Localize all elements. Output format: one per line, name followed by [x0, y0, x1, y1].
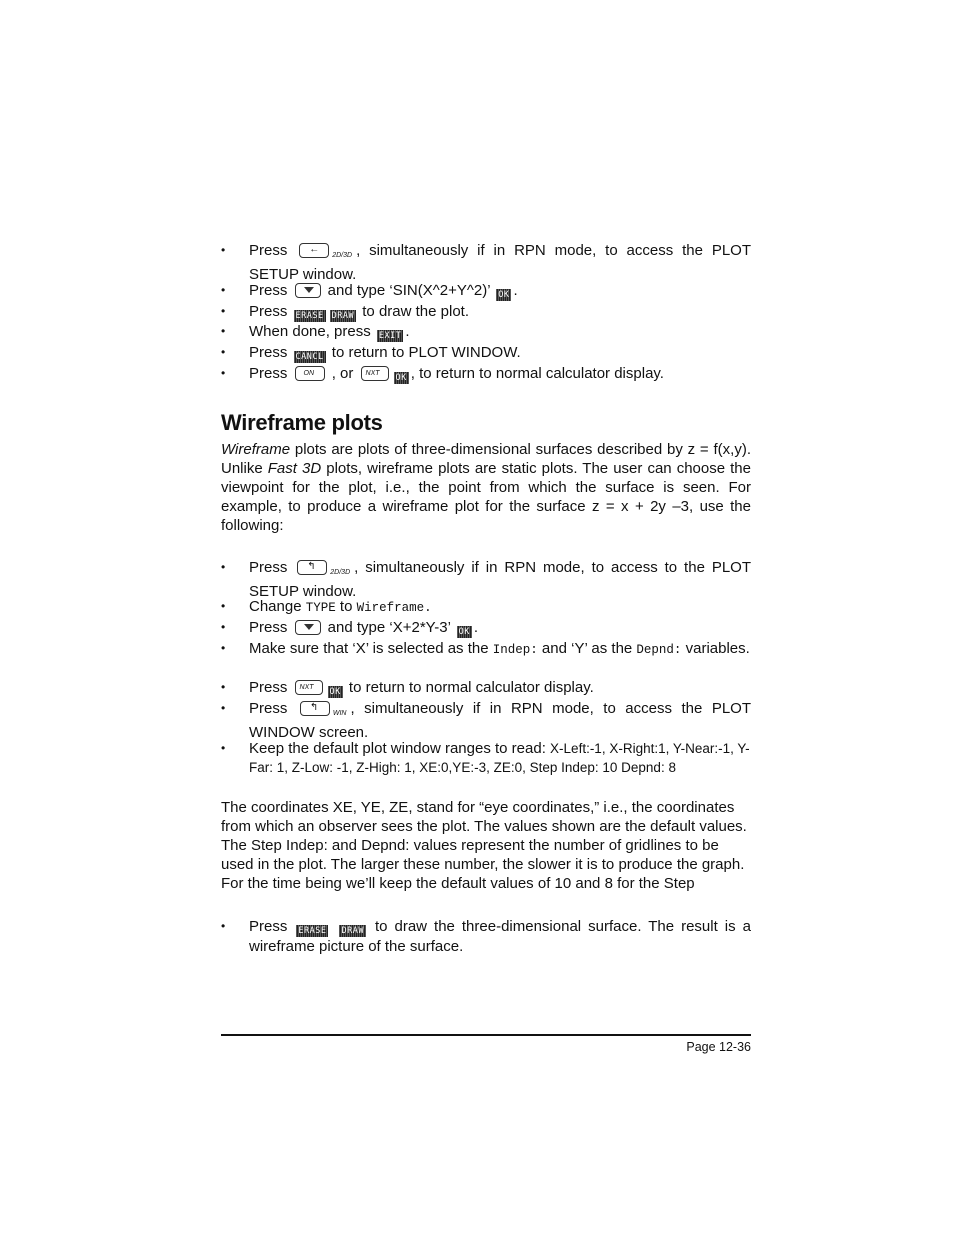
left-shift-key-icon — [299, 243, 329, 258]
bullet-text — [249, 678, 751, 698]
bullet-text — [249, 343, 751, 363]
page-number: Page 12-36 — [686, 1040, 751, 1054]
text: and type ‘X+2*Y-3’ — [323, 619, 451, 636]
text: Press — [249, 303, 288, 320]
nxt-key-icon — [361, 366, 389, 381]
text: to — [335, 598, 357, 615]
bullet-dot: • — [221, 599, 226, 613]
text: Change — [249, 598, 302, 615]
bullet-dot: • — [221, 919, 226, 933]
code: Depnd: — [636, 643, 682, 657]
left-shift-key-icon — [297, 560, 327, 575]
key-symbol: ↰ — [307, 561, 316, 572]
key-label: NXT — [299, 684, 314, 691]
on-key-icon — [295, 366, 325, 381]
text: . — [405, 323, 410, 340]
text: to return to PLOT WINDOW. — [327, 344, 521, 361]
bullet-text — [249, 597, 751, 618]
key-sublabel: 2D/3D — [330, 569, 351, 576]
text: When done, press — [249, 323, 371, 340]
text: variables. — [681, 640, 750, 657]
text: , simultaneously if in RPN mode, to access to the PLOT SETUP window. — [249, 559, 752, 600]
softkey-draw: DRAW — [341, 926, 364, 936]
emphasis: Wireframe — [221, 441, 291, 458]
text: Press — [249, 242, 288, 259]
text: , to return to normal calculator display. — [410, 365, 664, 382]
nxt-key-icon — [295, 680, 323, 695]
text: Press — [249, 282, 288, 299]
softkey-ok: OK — [498, 290, 510, 300]
text: Keep the default plot window ranges to read: — [249, 740, 551, 757]
code: TYPE — [305, 601, 336, 615]
text: and type ‘SIN(X^2+Y^2)’ — [323, 282, 491, 299]
key-label: NXT — [365, 370, 380, 377]
text: , simultaneously if in RPN mode, to access the PLOT SETUP window. — [249, 242, 751, 283]
bullet-text — [249, 639, 751, 660]
text: Press — [249, 619, 288, 636]
text: Press — [249, 344, 288, 361]
bullet-dot: • — [221, 366, 226, 380]
down-arrow-key-icon — [295, 620, 321, 635]
bullet-text — [249, 699, 751, 742]
code: Indep: — [492, 643, 538, 657]
text: plots, wireframe plots are static plots. The user can choose the viewpoint for the plot, i.e., the point from which the surface is seen. For example, to produce a wireframe plot for the surface z = x + 2y –3, use the following: — [221, 460, 751, 534]
key-sublabel: WIN — [332, 710, 347, 717]
bullet-dot: • — [221, 741, 226, 755]
bullet-dot: • — [221, 680, 226, 694]
bullet-dot: • — [221, 560, 226, 574]
bullet-text — [249, 558, 751, 601]
text: Press — [249, 679, 288, 696]
bullet-text — [249, 364, 751, 384]
softkey-cancl: CANCL — [295, 352, 324, 362]
code: Wireframe. — [356, 601, 432, 615]
bullet-text — [249, 322, 751, 342]
softkey-draw: DRAW — [331, 311, 355, 321]
text: plots are plots of three-dimensional surfaces described by z = f(x,y). Unlike — [221, 441, 751, 477]
down-arrow-key-icon — [295, 283, 321, 298]
text: and ‘Y’ as the — [537, 640, 637, 657]
text: Press — [249, 918, 288, 935]
key-symbol: ↰ — [309, 702, 319, 713]
bullet-dot: • — [221, 283, 226, 297]
footer-rule — [221, 1034, 751, 1036]
text: . — [513, 282, 518, 299]
text: . — [473, 619, 479, 636]
bullet-text — [249, 618, 751, 638]
bullet-text — [249, 302, 751, 322]
bullet-text — [249, 281, 751, 301]
paragraph — [221, 440, 751, 535]
softkey-ok: OK — [458, 627, 470, 637]
text: to return to normal calculator display. — [344, 679, 594, 696]
text: Press — [249, 700, 288, 717]
bullet-text — [249, 739, 751, 777]
bullet-dot: • — [221, 243, 226, 257]
key-label: ON — [303, 370, 315, 377]
softkey-erase: ERASE — [298, 926, 327, 936]
bullet-dot: • — [221, 304, 226, 318]
text: Make sure that ‘X’ is selected as the — [249, 640, 493, 657]
key-sublabel: 2D/3D — [332, 252, 353, 259]
bullet-dot: • — [221, 324, 226, 338]
text: to draw the plot. — [358, 303, 469, 320]
text: Press — [249, 559, 288, 576]
softkey-ok: OK — [329, 687, 341, 697]
section-heading: Wireframe plots — [221, 410, 383, 435]
text: Press — [249, 365, 288, 382]
text: , or — [331, 365, 354, 382]
bullet-dot: • — [221, 701, 226, 715]
text: to draw the three-dimensional surface. The result is a wireframe picture of the surface. — [249, 918, 751, 955]
key-symbol: ← — [309, 244, 320, 255]
softkey-exit: EXIT — [378, 331, 402, 341]
softkey-ok: OK — [395, 373, 407, 383]
bullet-text — [249, 241, 751, 284]
text: , simultaneously if in RPN mode, to access the PLOT WINDOW screen. — [249, 700, 751, 741]
emphasis: Fast 3D — [267, 460, 322, 477]
text-small: X-Left:-1, X-Right:1, Y-Near:-1, Y-Far: 1, Z-Low: -1, Z-High: 1, XE:0,YE:-3, ZE:0, Step Indep: 10 Depnd: 8 — [249, 741, 750, 775]
softkey-erase: ERASE — [295, 311, 324, 321]
bullet-dot: • — [221, 345, 226, 359]
bullet-text — [249, 917, 751, 956]
left-shift-key-icon — [300, 701, 330, 716]
bullet-dot: • — [221, 620, 226, 634]
bullet-dot: • — [221, 641, 226, 655]
paragraph: The coordinates XE, YE, ZE, stand for “eye coordinates,” i.e., the coordinates from which an observer sees the plot. The values shown are the default values. The Step Indep: and Depnd: values represent the number of gridlines to be used in the plot. The larger these number, the slower it is to produce the graph. For the time being we’ll keep the default values of 10 and 8 for the Step — [221, 799, 747, 892]
